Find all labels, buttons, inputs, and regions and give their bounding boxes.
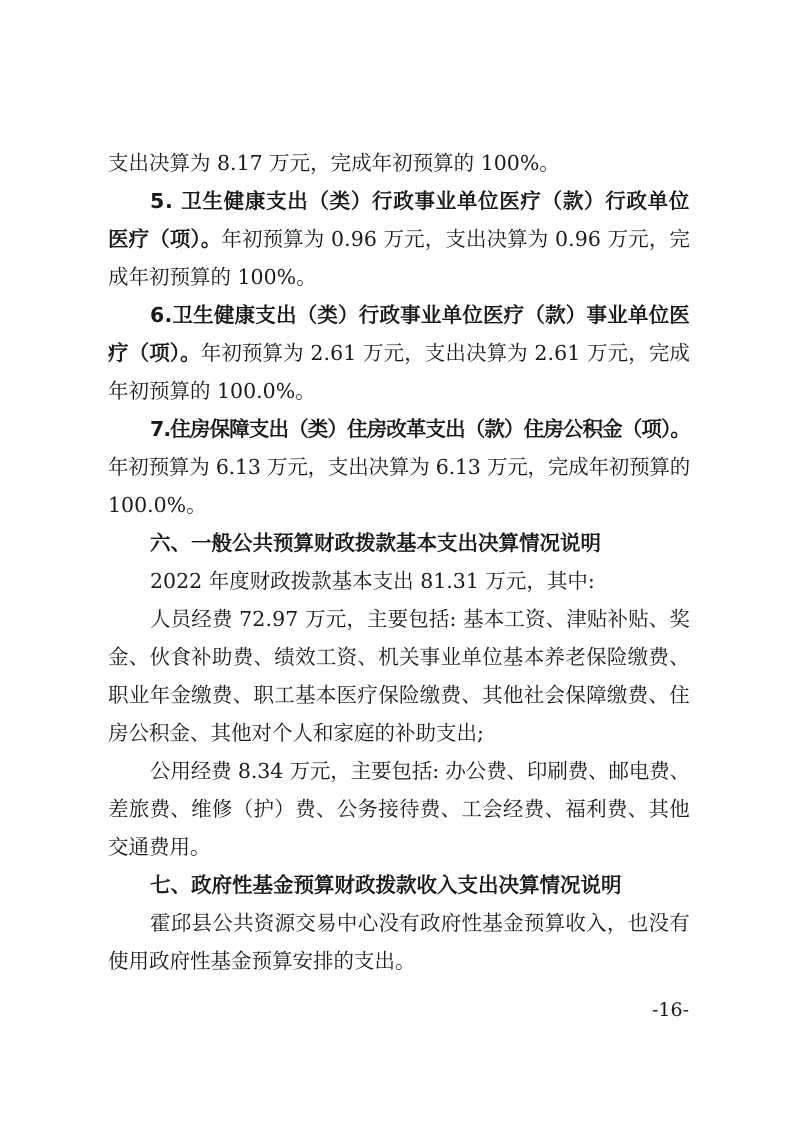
body-line (108, 452, 690, 482)
line-text: 2022 年度财政拨款基本支出 81.31 万元，其中: (150, 569, 595, 593)
line-text: 金、伙食补助费、绩效工资、机关事业单位基本养老保险缴费、 (108, 645, 691, 669)
body-line (108, 338, 690, 368)
bold-text: 七、政府性基金预算财政拨款收入支出决算情况说明 (150, 873, 622, 897)
body-line (108, 490, 690, 520)
body-line (108, 642, 690, 672)
page-number: -16- (651, 999, 689, 1021)
line-text: 使用政府性基金预算安排的支出。 (108, 949, 416, 973)
line-text: 房公积金、其他对个人和家庭的补助支出; (108, 721, 484, 745)
body-line (108, 224, 690, 254)
body-line (108, 794, 690, 824)
item-5-heading (150, 186, 690, 216)
item-6-heading (150, 300, 690, 330)
section-6-heading (150, 528, 690, 558)
bold-text: 疗（项）。 (108, 341, 201, 365)
line-text: 交通费用。 (108, 835, 211, 859)
body-line (150, 908, 690, 938)
body-line (108, 376, 690, 406)
line-text: 100.0%。 (108, 493, 207, 517)
body-line (108, 262, 690, 292)
line-text: 年初预算为 2.61 万元，支出决算为 2.61 万元，完成 (200, 341, 691, 365)
line-text: 年初预算为 0.96 万元，支出决算为 0.96 万元，完 (221, 227, 691, 251)
body-line (150, 756, 690, 786)
body-line (150, 604, 690, 634)
body-line (108, 148, 690, 178)
bold-text: 六、一般公共预算财政拨款基本支出决算情况说明 (150, 531, 601, 555)
line-text: 成年初预算的 100%。 (108, 265, 317, 289)
line-text: 职业年金缴费、职工基本医疗保险缴费、其他社会保障缴费、住 (108, 683, 691, 707)
line-text: 人员经费 72.97 万元，主要包括: 基本工资、津贴补贴、奖 (150, 607, 690, 631)
body-line (108, 680, 690, 710)
section-7-heading (150, 870, 690, 900)
line-text: 支出决算为 8.17 万元，完成年初预算的 100%。 (108, 151, 560, 175)
item-7-heading (150, 414, 690, 444)
body-line (108, 946, 690, 976)
bold-text: 5. 卫生健康支出（类）行政事业单位医疗（款）行政单位 (150, 189, 691, 213)
line-text: 公用经费 8.34 万元，主要包括: 办公费、印刷费、邮电费、 (150, 759, 691, 783)
bold-text: 医疗（项）。 (108, 227, 222, 251)
line-text: 年初预算为 6.13 万元，支出决算为 6.13 万元，完成年初预算的 (108, 455, 690, 479)
body-line (108, 718, 690, 748)
bold-text: 7.住房保障支出（类）住房改革支出（款）住房公积金（项）。 (150, 417, 690, 441)
bold-text: 6.卫生健康支出（类）行政事业单位医疗（款）事业单位医 (150, 303, 690, 327)
line-text: 年初预算的 100.0%。 (108, 379, 316, 403)
line-text: 差旅费、维修（护）费、公务接待费、工会经费、福利费、其他 (108, 797, 691, 821)
body-line (150, 566, 690, 596)
body-line (108, 832, 690, 862)
line-text: 霍邱县公共资源交易中心没有政府性基金预算收入，也没有 (150, 911, 690, 935)
